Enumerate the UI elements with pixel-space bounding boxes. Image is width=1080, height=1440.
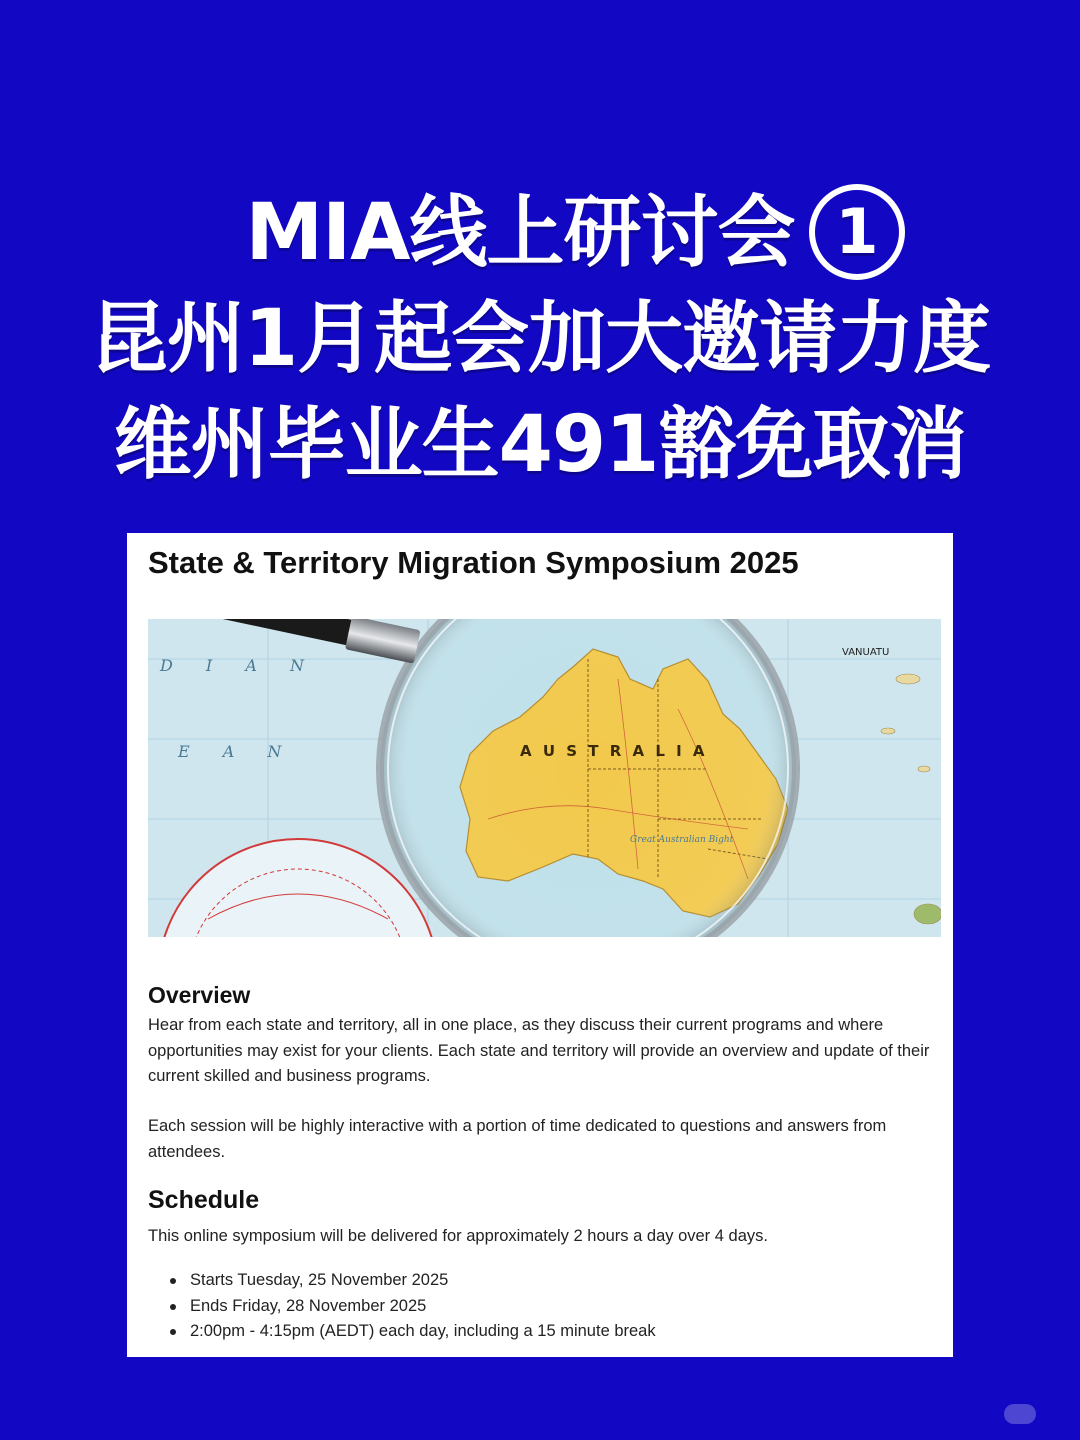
- bullet-dot-icon: [170, 1329, 176, 1335]
- list-item: [148, 1294, 656, 1320]
- headline-line-1-text: MIA线上研讨会: [245, 188, 795, 278]
- headline-line-3: 维州毕业生491豁免取消: [113, 400, 967, 490]
- schedule-item-end: Ends Friday, 28 November 2025: [190, 1296, 427, 1315]
- map-illustration: [148, 619, 941, 937]
- map-label-australia: A U S T R A L I A: [520, 742, 708, 760]
- schedule-heading: Schedule: [148, 1186, 260, 1214]
- schedule-intro: This online symposium will be delivered for approximately 2 hours a day over 4 days.: [148, 1227, 768, 1245]
- headline-line-1: [0, 180, 1080, 286]
- schedule-list: [148, 1268, 656, 1345]
- event-title: State & Territory Migration Symposium 2025: [148, 545, 799, 580]
- map-label-ocean-top: D I A N: [160, 656, 318, 675]
- watermark-logo: [1004, 1404, 1036, 1424]
- circled-number-badge: 1: [809, 184, 905, 280]
- schedule-item-start: Starts Tuesday, 25 November 2025: [190, 1271, 449, 1289]
- schedule-item-time: 2:00pm - 4:15pm (AEDT) each day, including a 15 minute break: [190, 1322, 656, 1340]
- overview-heading: Overview: [148, 982, 251, 1008]
- bullet-dot-icon: [170, 1278, 176, 1284]
- poster-headline: [0, 180, 1080, 498]
- map-label-vanuatu: VANUATU: [842, 647, 890, 658]
- australia-map-magnifier-image: [148, 619, 941, 937]
- overview-paragraph-2: Each session will be highly interactive with a portion of time dedicated to questions and answers from attendees.: [148, 1117, 887, 1161]
- overview-paragraph-1: Hear from each state and territory, all in one place, as they discuss their current programs and where opportunities may exist for your clients. Each state and territory will provide an overview and update of their current skilled and business programs.: [148, 1016, 930, 1085]
- map-label-bight: Great Australian Bight: [630, 835, 734, 845]
- list-item: [148, 1268, 656, 1294]
- event-card: [127, 533, 953, 1357]
- map-label-ocean-bottom: E A N: [178, 742, 296, 761]
- list-item: [148, 1319, 656, 1345]
- bullet-dot-icon: [170, 1304, 176, 1310]
- headline-line-2: 昆州1月起会加大邀请力度: [89, 294, 991, 384]
